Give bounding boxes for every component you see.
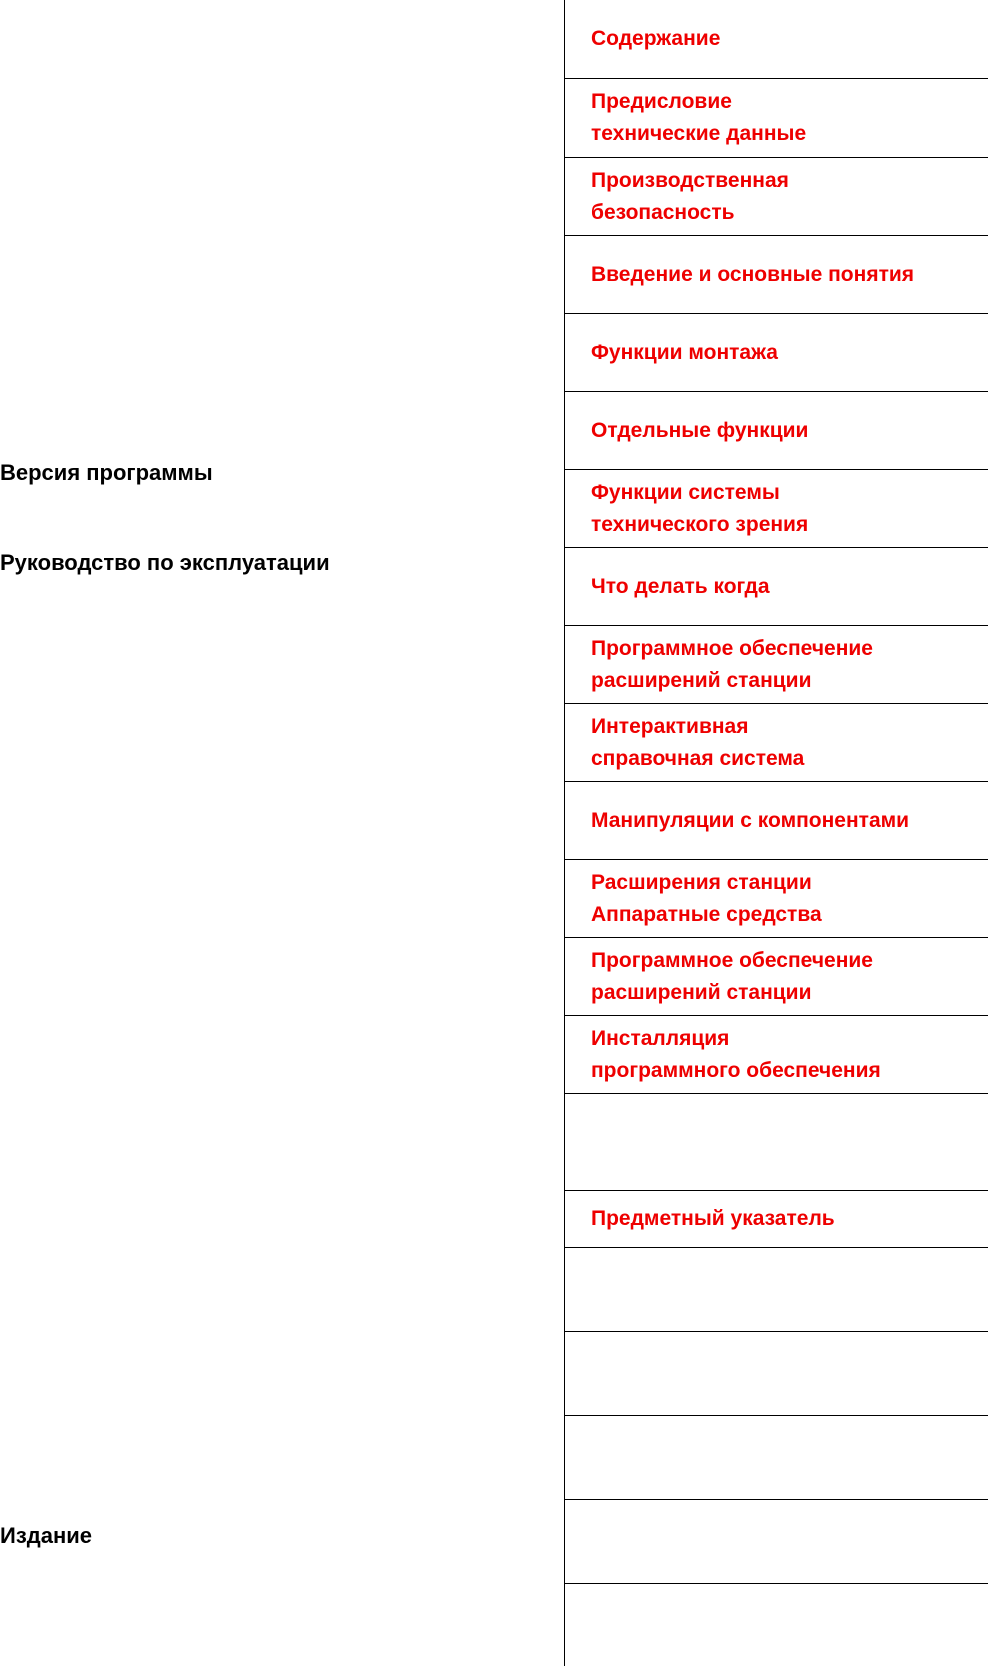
toc-item-contents[interactable] (565, 0, 988, 79)
toc-item-vision-system[interactable] (565, 470, 988, 548)
toc-item-label: Программное обеспечение расширений станции (591, 636, 873, 692)
toc-item-empty-6 (565, 1584, 988, 1666)
operating-manual-label: Руководство по эксплуатации (0, 550, 330, 575)
toc-item-introduction[interactable] (565, 236, 988, 314)
toc-item-label: Что делать когда (591, 574, 770, 598)
toc-item-label: Предисловие технические данные (591, 90, 807, 145)
toc-item-label: Функции монтажа (591, 340, 778, 364)
toc-item-label: Отдельные функции (591, 418, 809, 442)
toc-item-label: Интерактивная справочная система (591, 714, 805, 770)
toc-item-label: Введение и основные понятия (591, 262, 915, 286)
toc-item-what-to-do[interactable] (565, 548, 988, 626)
toc-item-label: Расширения станции Аппаратные средства (591, 870, 822, 926)
toc-item-empty-1 (565, 1094, 988, 1191)
toc-item-empty-3 (565, 1332, 988, 1416)
toc-item-label: Инсталляция программного обеспечения (591, 1026, 881, 1082)
toc-item-safety[interactable] (565, 158, 988, 236)
toc-item-label: Функции системы технического зрения (591, 480, 809, 536)
toc-item-component-handling[interactable] (565, 782, 988, 860)
toc-item-empty-4 (565, 1416, 988, 1500)
toc-item-label: Производственная безопасность (591, 168, 789, 224)
toc-item-online-help[interactable] (565, 704, 988, 782)
toc-item-individual-functions[interactable] (565, 392, 988, 470)
toc-item-empty-5 (565, 1500, 988, 1584)
table-of-contents (564, 0, 988, 1666)
program-version-label: Версия программы (0, 460, 213, 485)
toc-item-label: Программное обеспечение расширений станции (591, 948, 873, 1004)
toc-item-station-extensions-software-2[interactable] (565, 938, 988, 1016)
toc-item-software-installation[interactable] (565, 1016, 988, 1094)
toc-item-empty-2 (565, 1248, 988, 1332)
toc-item-preface[interactable] (565, 79, 988, 158)
toc-item-station-extensions-software[interactable] (565, 626, 988, 704)
toc-item-subject-index[interactable] (565, 1191, 988, 1248)
toc-item-label: Содержание (591, 27, 721, 50)
toc-item-station-extensions-hardware[interactable] (565, 860, 988, 938)
edition-label: Издание (0, 1523, 92, 1548)
toc-item-label: Манипуляции с компонентами (591, 808, 910, 832)
toc-item-label: Предметный указатель (591, 1207, 835, 1230)
toc-item-mounting-functions[interactable] (565, 314, 988, 392)
